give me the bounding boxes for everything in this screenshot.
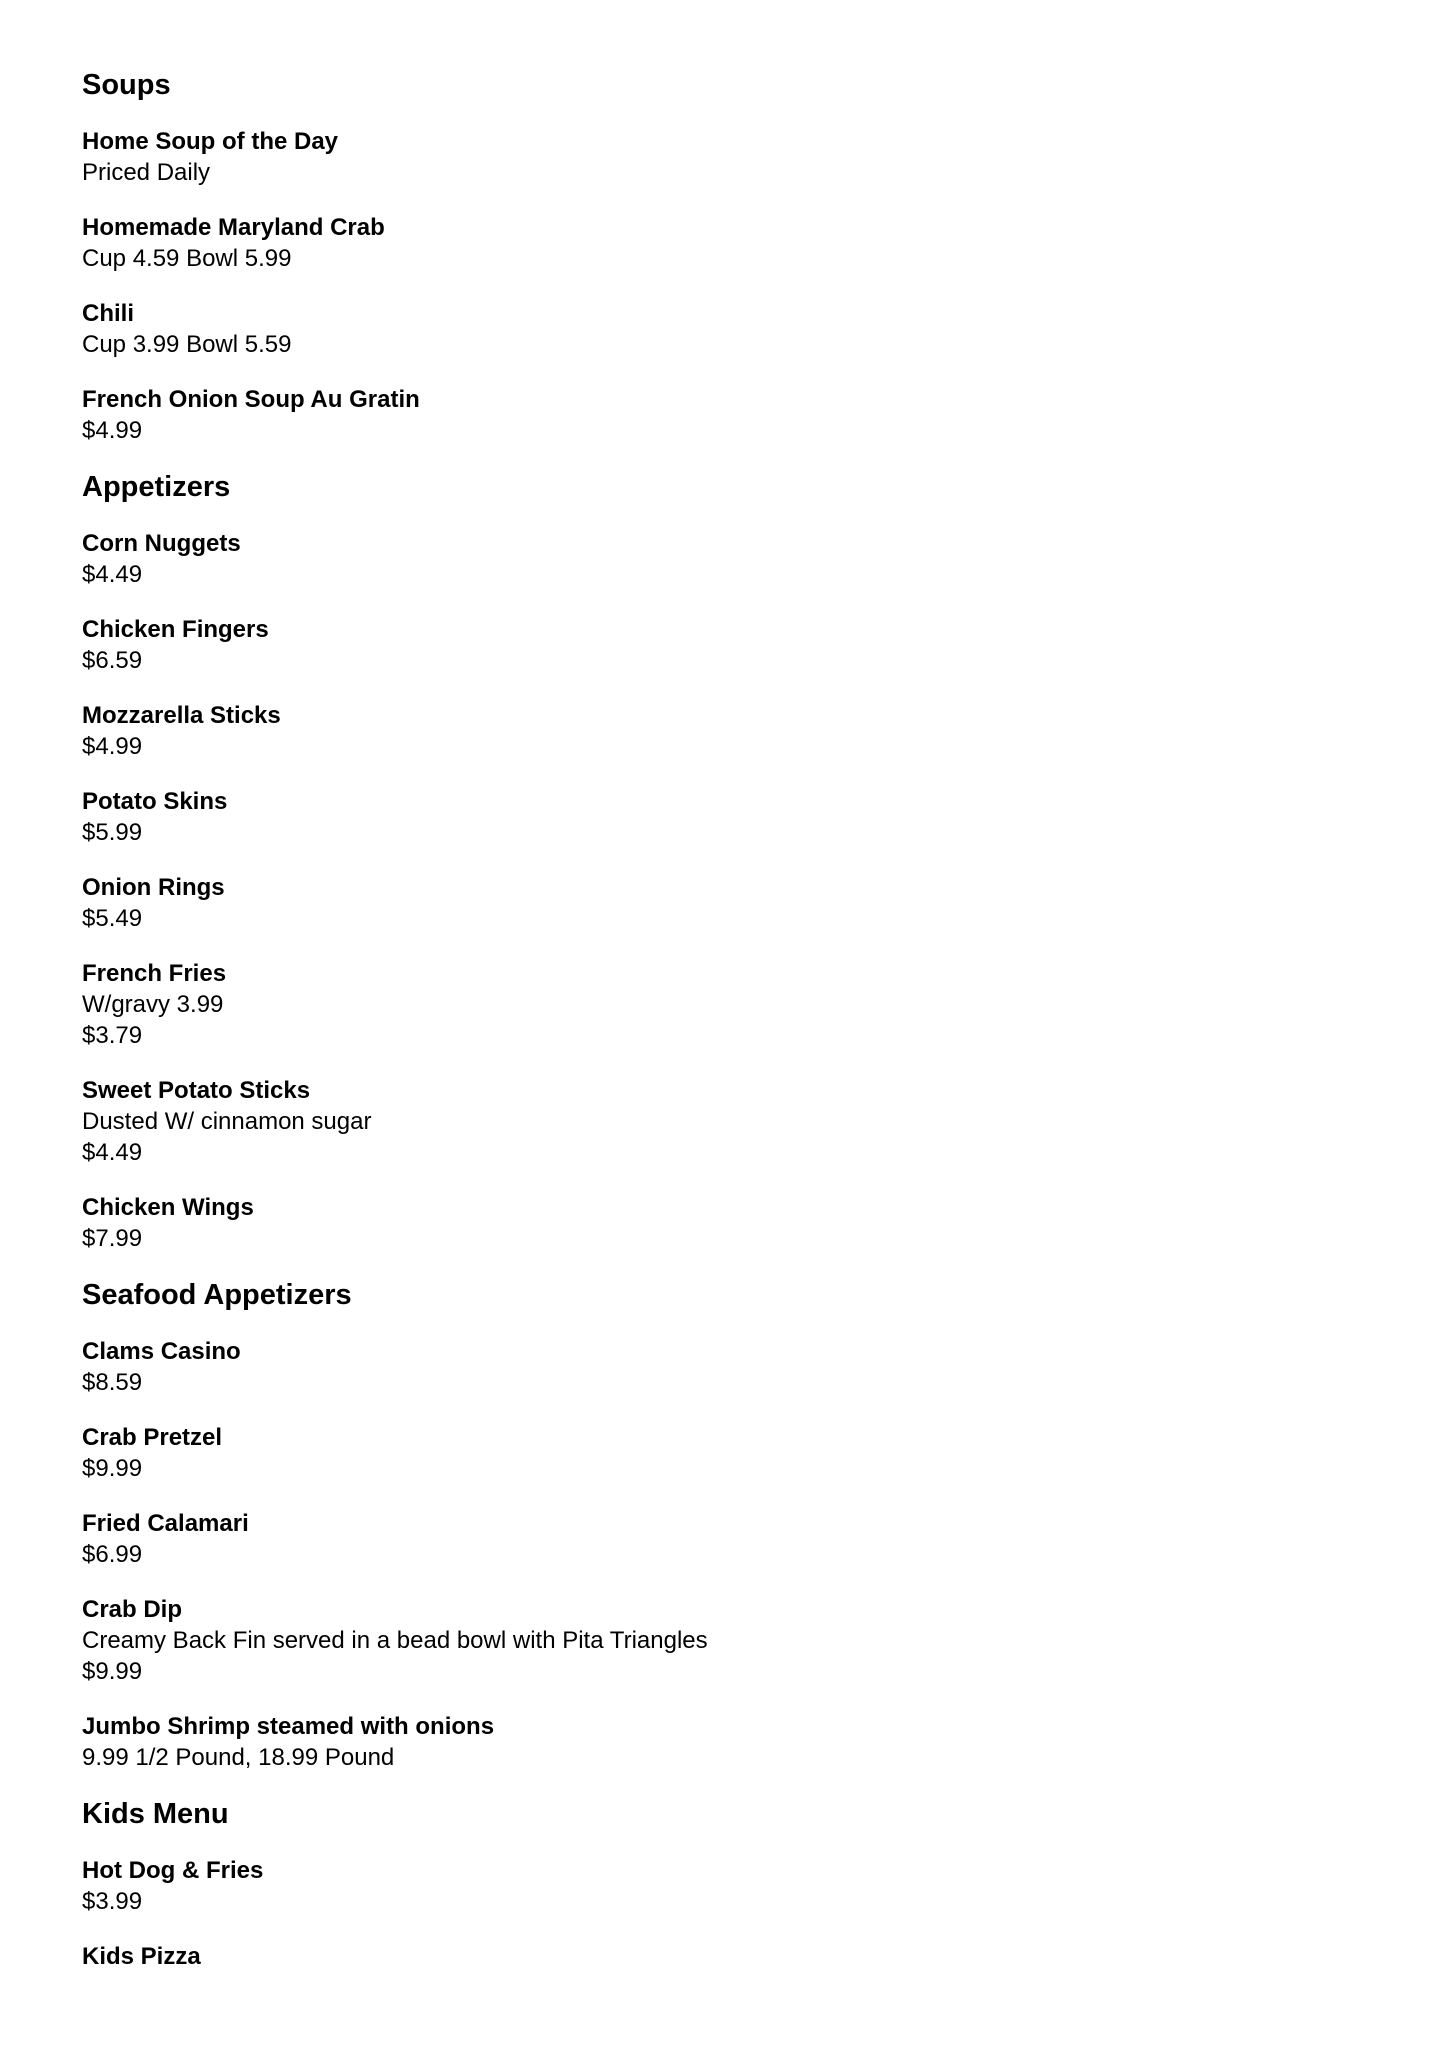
section-seafood-appetizers xyxy=(82,1278,1362,1773)
menu-item-name: Potato Skins xyxy=(82,788,228,815)
menu-item-price: $6.59 xyxy=(82,647,143,674)
menu-item-price: $4.99 xyxy=(82,733,143,760)
menu-item-name: Crab Dip xyxy=(82,1596,183,1623)
menu-item-price: Cup 4.59 Bowl 5.99 xyxy=(82,245,292,272)
menu-item xyxy=(82,212,1362,274)
menu-item xyxy=(82,700,1362,762)
menu-item-name: Home Soup of the Day xyxy=(82,128,339,155)
menu-item xyxy=(82,1855,1362,1917)
menu-item-name: Clams Casino xyxy=(82,1338,241,1365)
menu-item-name: French Onion Soup Au Gratin xyxy=(82,386,420,413)
section-title: Soups xyxy=(82,69,171,101)
menu-item-description: W/gravy 3.99 xyxy=(82,991,224,1018)
menu-page xyxy=(82,68,1362,1996)
menu-item xyxy=(82,1941,1362,1972)
menu-item-price: $3.79 xyxy=(82,1022,143,1049)
menu-item-name: Sweet Potato Sticks xyxy=(82,1077,311,1104)
menu-item xyxy=(82,1336,1362,1398)
menu-item-price: $9.99 xyxy=(82,1455,143,1482)
menu-item-name: Kids Pizza xyxy=(82,1943,201,1970)
menu-item-price: $9.99 xyxy=(82,1658,143,1685)
menu-item-price: $5.99 xyxy=(82,819,143,846)
menu-item-name: Chicken Fingers xyxy=(82,616,269,643)
menu-item xyxy=(82,614,1362,676)
menu-item-price: $6.99 xyxy=(82,1541,143,1568)
menu-item-price: $8.59 xyxy=(82,1369,143,1396)
menu-item-name: Homemade Maryland Crab xyxy=(82,214,385,241)
section-kids-menu xyxy=(82,1797,1362,1972)
menu-item-name: French Fries xyxy=(82,960,227,987)
menu-item xyxy=(82,1508,1362,1570)
menu-item xyxy=(82,126,1362,188)
menu-item xyxy=(82,786,1362,848)
menu-item-price: 9.99 1/2 Pound, 18.99 Pound xyxy=(82,1744,395,1771)
menu-item-name: Fried Calamari xyxy=(82,1510,249,1537)
section-title: Seafood Appetizers xyxy=(82,1279,352,1311)
menu-item-name: Mozzarella Sticks xyxy=(82,702,281,729)
menu-item-description: Creamy Back Fin served in a bead bowl with Pita Triangles xyxy=(82,1627,708,1654)
menu-item-description: Dusted W/ cinnamon sugar xyxy=(82,1108,372,1135)
menu-item-name: Chicken Wings xyxy=(82,1194,254,1221)
menu-item-price: $5.49 xyxy=(82,905,143,932)
menu-item-price: $3.99 xyxy=(82,1888,143,1915)
menu-item xyxy=(82,1075,1362,1168)
menu-item-price: Cup 3.99 Bowl 5.59 xyxy=(82,331,292,358)
menu-item-name: Crab Pretzel xyxy=(82,1424,223,1451)
menu-item xyxy=(82,1594,1362,1687)
menu-item-price: $4.99 xyxy=(82,417,143,444)
menu-item-price: $7.99 xyxy=(82,1225,143,1252)
menu-item-name: Onion Rings xyxy=(82,874,225,901)
menu-item-price: $4.49 xyxy=(82,561,143,588)
menu-item xyxy=(82,1422,1362,1484)
menu-item xyxy=(82,872,1362,934)
menu-item xyxy=(82,1711,1362,1773)
menu-item-price: $4.49 xyxy=(82,1139,143,1166)
section-title: Kids Menu xyxy=(82,1798,229,1830)
menu-item xyxy=(82,298,1362,360)
menu-item-price: Priced Daily xyxy=(82,159,211,186)
menu-item xyxy=(82,958,1362,1051)
menu-item-name: Hot Dog & Fries xyxy=(82,1857,264,1884)
menu-item-name: Corn Nuggets xyxy=(82,530,241,557)
menu-item-name: Jumbo Shrimp steamed with onions xyxy=(82,1713,495,1740)
menu-item xyxy=(82,384,1362,446)
menu-item xyxy=(82,1192,1362,1254)
menu-item xyxy=(82,528,1362,590)
section-appetizers xyxy=(82,470,1362,1254)
menu-item-name: Chili xyxy=(82,300,134,327)
section-soups xyxy=(82,68,1362,446)
section-title: Appetizers xyxy=(82,471,231,503)
